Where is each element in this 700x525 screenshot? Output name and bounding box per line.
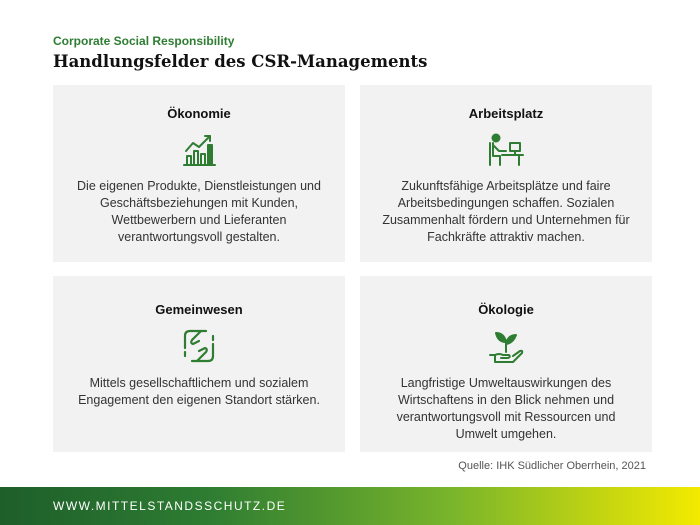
card-title: Ökologie — [478, 302, 534, 317]
website-link[interactable]: WWW.MITTELSTANDSSCHUTZ.DE — [53, 499, 287, 513]
page-title: Handlungsfelder des CSR-Managements — [53, 52, 428, 71]
source-note: Quelle: IHK Südlicher Oberrhein, 2021 — [458, 460, 646, 472]
handshake-icon — [179, 326, 219, 366]
card-title: Ökonomie — [167, 106, 231, 121]
growth-chart-icon — [179, 130, 219, 170]
footer-bar — [0, 487, 700, 525]
card-description: Zukunftsfähige Arbeitsplätze und faire Arbeitsbedingungen schaffen. Sozialen Zusammenhalt fördern und Unternehmen für Fachkräfte attraktiv machen. — [382, 179, 630, 244]
kicker: Corporate Social Responsibility — [53, 34, 235, 48]
card-description: Langfristige Umweltauswirkungen des Wirtschaftens in den Blick nehmen und verantwortungsvoll mit Ressourcen und Umwelt umgehen. — [396, 376, 616, 441]
card-gemeinwesen — [53, 276, 345, 452]
card-oekologie — [360, 276, 652, 452]
hand-plant-icon — [486, 326, 526, 366]
card-title: Arbeitsplatz — [468, 106, 544, 121]
card-oekonomie — [53, 85, 345, 262]
card-description: Mittels gesellschaftlichem und sozialem Engagement den eigenen Standort stärken. — [78, 376, 320, 407]
card-description: Die eigenen Produkte, Dienstleistungen und Geschäftsbeziehungen mit Kunden, Wettbewerbern und Lieferanten verantwortungsvoll gestalten. — [77, 179, 321, 244]
card-arbeitsplatz — [360, 85, 652, 262]
desk-worker-icon — [486, 130, 526, 170]
card-title: Gemeinwesen — [155, 302, 243, 317]
